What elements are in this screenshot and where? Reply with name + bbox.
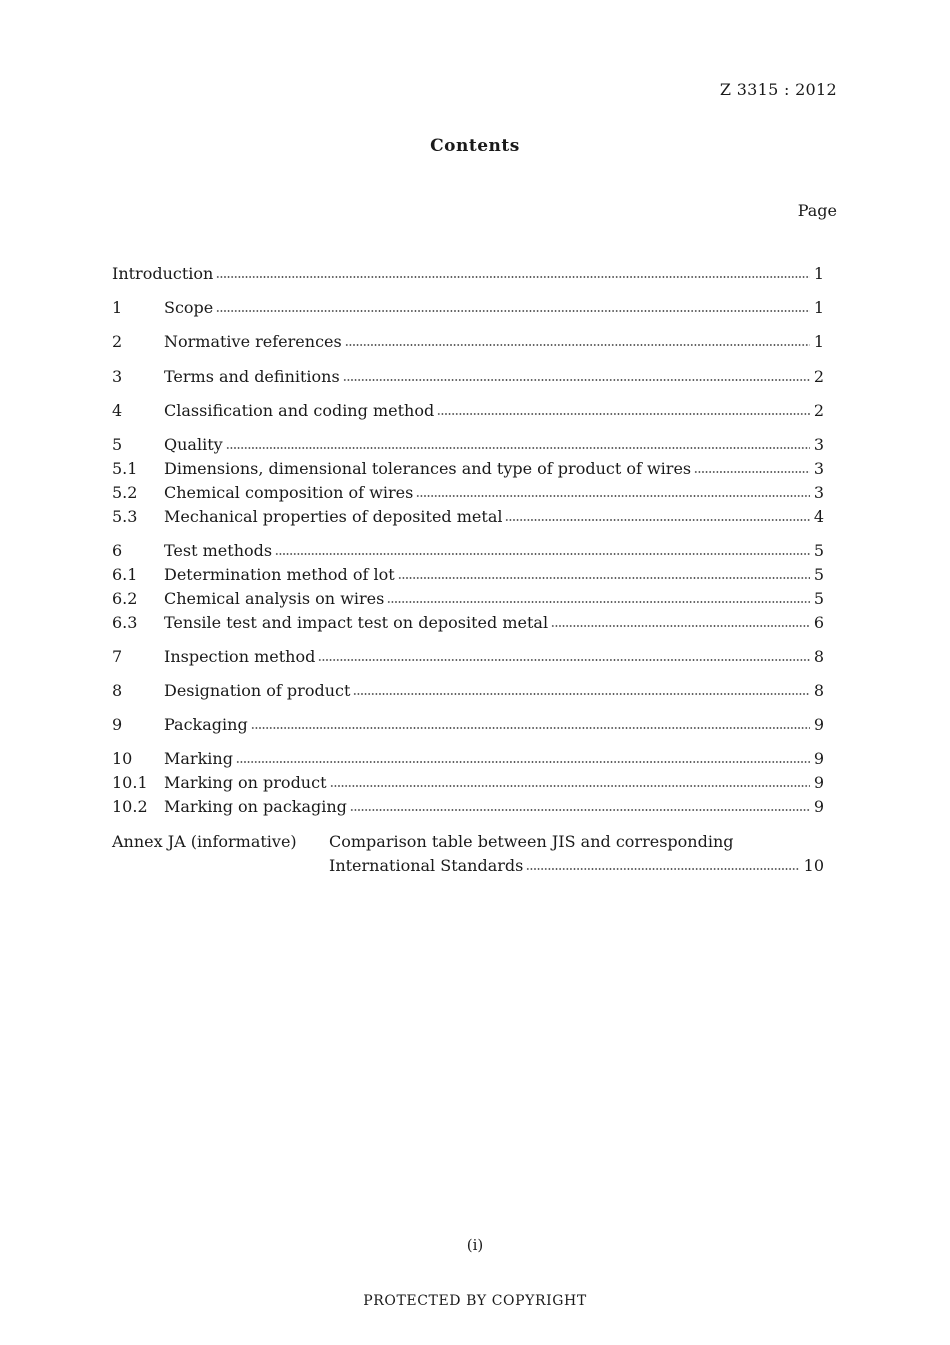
toc-label: Dimensions, dimensional tolerances and type of product of wires [164,459,692,478]
toc-entry[interactable] [112,748,824,770]
standard-number: Z 3315 : 2012 [719,80,837,99]
annex-heading: Annex JA (informative) [112,832,297,851]
toc-label: Packaging [164,715,248,734]
leader-dots [551,625,810,627]
toc-label: Chemical analysis on wires [164,589,385,608]
toc-number: 6.3 [112,613,138,632]
toc-entry[interactable] [112,400,824,422]
annex-title-line1: Comparison table between JIS and corresponding [329,832,734,851]
toc-page: 2 [813,367,824,386]
toc-entry[interactable] [112,646,824,668]
toc-page: 9 [813,773,824,792]
toc-number: 9 [112,715,123,734]
toc-entry[interactable] [112,331,824,353]
toc-label: Test methods [164,541,273,560]
leader-dots [353,693,809,695]
toc-entry[interactable] [112,540,824,562]
toc-entry[interactable] [112,612,824,634]
toc-page: 9 [813,715,824,734]
toc-page: 3 [813,483,824,502]
toc-entry[interactable] [112,297,824,319]
toc-page: 8 [813,681,824,700]
toc-label: Terms and definitions [164,367,340,386]
toc-page: 1 [813,332,824,351]
leader-dots [526,868,799,870]
leader-dots [216,310,810,312]
leader-dots [251,727,810,729]
leader-dots [416,495,809,497]
annex-title-line2: International Standards [329,856,524,875]
leader-dots [387,601,809,603]
toc-number: 6.2 [112,589,138,608]
toc-label: Introduction [112,264,214,283]
toc-page: 2 [813,401,824,420]
toc-label: Marking on packaging [164,797,347,816]
toc-number: 4 [112,401,123,420]
toc-label: Designation of product [164,681,351,700]
toc-entry[interactable] [112,680,824,702]
toc-entry[interactable] [112,588,824,610]
toc-label: Normative references [164,332,342,351]
leader-dots [343,379,810,381]
toc-number: 5 [112,435,123,454]
toc-entry[interactable] [112,482,824,504]
leader-dots [505,519,809,521]
toc-page: 9 [813,749,824,768]
toc-label: Mechanical properties of deposited metal [164,507,503,526]
toc-page: 5 [813,565,824,584]
toc-label: Marking [164,749,233,768]
leader-dots [226,447,810,449]
toc-page: 3 [813,435,824,454]
toc-number: 6.1 [112,565,138,584]
toc-number: 8 [112,681,123,700]
toc-label: Determination method of lot [164,565,395,584]
toc-page: 8 [813,647,824,666]
toc-number: 10 [112,749,133,768]
toc-number: 5.3 [112,507,138,526]
toc-label: Classification and coding method [164,401,435,420]
leader-dots [398,577,810,579]
toc-page: 5 [813,541,824,560]
toc-number: 5.1 [112,459,138,478]
page-folio: (i) [466,1236,484,1254]
toc-entry[interactable] [112,564,824,586]
toc-entry[interactable] [112,434,824,456]
leader-dots [330,785,810,787]
toc-page: 5 [813,589,824,608]
toc-number: 2 [112,332,123,351]
toc-number: 1 [112,298,123,317]
toc-label: Quality [164,435,223,454]
toc-number: 10.1 [112,773,148,792]
toc-entry-annex[interactable] [329,855,824,877]
page-column-label: Page [797,201,837,220]
leader-dots [275,553,810,555]
toc-page: 4 [813,507,824,526]
toc-entry[interactable] [112,772,824,794]
toc-page: 3 [813,459,824,478]
toc-label: Inspection method [164,647,316,666]
leader-dots [694,471,810,473]
toc-entry[interactable] [112,506,824,528]
toc-number: 7 [112,647,123,666]
toc-label: Tensile test and impact test on deposited metal [164,613,549,632]
page-title: Contents [430,136,520,156]
toc-page: 9 [813,797,824,816]
toc-page: 1 [813,298,824,317]
toc-number: 6 [112,541,123,560]
leader-dots [216,276,809,278]
toc-label: Marking on product [164,773,327,792]
toc-entry[interactable] [112,796,824,818]
toc-entry[interactable] [112,458,824,480]
toc-page: 10 [803,856,824,875]
leader-dots [437,413,810,415]
toc-entry-introduction[interactable] [112,263,824,285]
toc-number: 3 [112,367,123,386]
toc-label: Chemical composition of wires [164,483,414,502]
leader-dots [350,809,810,811]
leader-dots [345,344,810,346]
toc-number: 5.2 [112,483,138,502]
copyright-notice: PROTECTED BY COPYRIGHT [363,1293,587,1309]
leader-dots [318,659,809,661]
toc-page: 6 [813,613,824,632]
toc-entry[interactable] [112,366,824,388]
toc-page: 1 [813,264,824,283]
toc-entry[interactable] [112,714,824,736]
leader-dots [236,761,810,763]
toc-label: Scope [164,298,214,317]
toc-number: 10.2 [112,797,148,816]
